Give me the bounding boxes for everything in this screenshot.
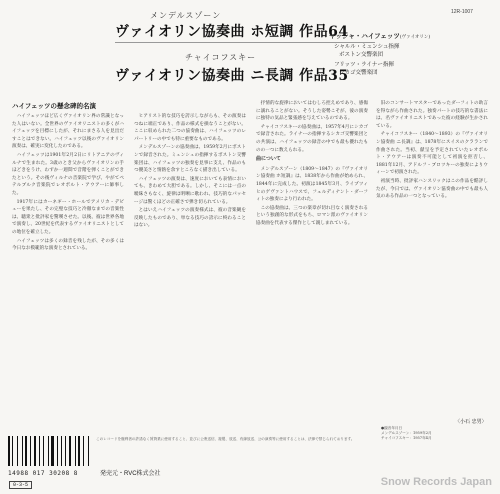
barcode-bar [78, 436, 80, 466]
barcode-bar [72, 436, 74, 466]
barcode-bar [61, 436, 62, 466]
barcode-bar [65, 436, 66, 466]
essay-paragraph: ヒアリスト的な技巧を誇示しながらも、その演奏はつねに端正であり、作品の様式を損なうことがない。ここに収められた二つの協奏曲は、ハイフェッツのレパートリーの中でも特に重要なものである。 [134, 114, 246, 142]
barcode-bar [83, 436, 84, 466]
essay-paragraph: メンデルスゾーンの協奏曲は、1959年2月にボストンで録音された。ミュンシュの指揮するボストン交響楽団は、ハイフェッツの独奏を見事に支え、作品のもつ優美さと情熱を余すところなく描き出している。 [134, 145, 246, 174]
barcode-bar [8, 436, 10, 466]
essay-paragraph: ハイフェッツは多くの録音を残したが、その多くは今日なお模範的な演奏とされている。 [12, 238, 124, 252]
barcode-bar [12, 436, 13, 466]
barcode [8, 436, 92, 470]
barcode-bar [41, 436, 42, 466]
credits-line: チャイコフスキー：1957年4月 [381, 436, 432, 440]
essay-column [134, 113, 246, 429]
conductor-line: フリッツ・ライナー指揮 [334, 62, 394, 68]
essay-paragraph: メンデルスゾーン（1809〜1847）の『ヴァイオリン協奏曲 ホ短調』は、1838年から作曲が始められ、1844年に完成した。初演は1845年3月、ライプツィヒのゲヴァントハウスで、フェルディナント・ダーフィトの独奏により行われた。 [256, 166, 368, 203]
essay-paragraph: 1917年にはカーネギー・ホールでアメリカ・デビューを果たし、その完璧な技巧と冷徹なまでの音楽性は、聴衆と批評家を驚嘆させた。以後、彼は世界各地で演奏し、20世紀を代表するヴァイオリニストとしての地位を確立した。 [12, 199, 124, 235]
price-code: 0-3-5 [9, 481, 32, 489]
essay-paragraph: チャイコフスキー（1840〜1893）の『ヴァイオリン協奏曲 ニ長調』は、1878年にスイスのクラランで作曲された。当初、献呈を予定されていたレオポルト・アウアーは演奏不可能として初演を拒否し、1881年12月、アドルフ・ブロツキーの独奏によりウィーンで初演された。 [376, 132, 488, 176]
barcode-bar [88, 436, 89, 466]
essay-paragraph: ハイフェッツは1901年2月2日にリトアニアのヴィルナで生まれた。3歳のとき父からヴァイオリンの手ほどきをうけ、わずか一週間で音階を弾くことができたという。その後ヴィルナの音楽院で学び、やがてペテルブルク音楽院でレオポルト・アウアーに師事した。 [12, 152, 124, 196]
credits-line: ●録音年月日 [381, 426, 403, 430]
barcode-bar [30, 436, 31, 466]
essay-title: ハイフェッツの懸念碑的名演 [12, 102, 96, 110]
barcode-bar [32, 436, 34, 466]
barcode-digits: 14988 017 30208 8 [8, 470, 78, 477]
essay-column [12, 113, 124, 429]
orchestra-line: ボストン交響楽団 [339, 52, 384, 58]
barcode-bar [63, 436, 65, 466]
credits-line: メンデルスゾーン：1959年2月 [381, 431, 432, 435]
composer-tchaikovsky: チャイコフスキー [185, 53, 257, 62]
barcode-bar [67, 436, 68, 466]
barcode-bar [18, 436, 20, 466]
essay-column [256, 100, 368, 429]
soloist-name: ヤッシャ・ハイフェッツ(ヴァイオリン) [329, 32, 431, 40]
orchestra-line: シカゴ交響楽団 [339, 70, 378, 76]
barcode-bar [28, 436, 29, 466]
barcode-bar [48, 436, 49, 466]
distributor: 発売元・RVC株式会社 [100, 471, 161, 477]
legal-notice: このレコードを権利者の許諾なく賃貸業に使用すること、並びに公衆送信、複製、放送、有線放送、公の演奏等に使用することは、法律で禁じられております。 [96, 437, 355, 441]
barcode-bar [34, 436, 36, 466]
essay-paragraph: ハイフェッツほど広くヴァイオリン界の常識となった人はいない。全世界のヴァイオリニストの多くがハイフェッツを目標にしたが、それにまさる人を見出だすことはできない。ハイフェッツ以後のヴァイオリン演奏は、確実に変化したのである。 [12, 114, 124, 150]
barcode-bar [90, 436, 92, 466]
barcode-bar [11, 436, 12, 466]
essay-column [376, 100, 488, 416]
essay-paragraph: 初演当時、批評家ハンスリックはこの作品を酷評したが、今日では、ヴァイオリン協奏曲の中でも最も人気のある作品の一つとなっている。 [376, 178, 488, 200]
catalog-number: 12R-1007 [451, 9, 473, 15]
barcode-bar [81, 436, 82, 466]
conductor-line: シャルル・ミュンシュ指揮 [334, 44, 400, 50]
barcode-bar [84, 436, 86, 466]
barcode-bar [24, 436, 25, 466]
watermark: Snow Records Japan [380, 476, 492, 488]
barcode-bar [43, 436, 45, 466]
barcode-bar [14, 436, 16, 466]
barcode-bar [50, 436, 51, 466]
barcode-bar [77, 436, 78, 466]
composer-mendelssohn: メンデルスゾーン [150, 11, 222, 20]
author-signature: 〈小石 忠男〉 [455, 419, 487, 425]
work-title-tchaikovsky: ヴァイオリン協奏曲 ニ長調 作品35 [115, 68, 349, 84]
soloist-role: (ヴァイオリン) [399, 35, 431, 40]
section-heading: 曲について [256, 156, 281, 163]
barcode-bar [55, 436, 56, 466]
essay-paragraph: ハイフェッツの演奏は、速度においても表情においても、きわめて大胆である。しかし、そこには一点の曖昧さもなく、旋律は明晰に歌われ、技巧的なパッセージは驚くほどの正確さで弾き切られている。 [134, 176, 246, 205]
barcode-bar [37, 436, 38, 466]
barcode-bar [45, 436, 47, 466]
barcode-bar [22, 436, 23, 466]
work-title-mendelssohn: ヴァイオリン協奏曲 ホ短調 作品64 [115, 24, 349, 40]
barcode-bar [69, 436, 71, 466]
essay-paragraph: チャイコフスキーの協奏曲は、1957年4月にシカゴで録音された。ライナーの指揮するシカゴ交響楽団との共演は、ハイフェッツの録音の中でも最も優れたものの一つに数えられる。 [256, 124, 368, 153]
barcode-bar [57, 436, 59, 466]
barcode-bar [51, 436, 53, 466]
barcode-bar [75, 436, 76, 466]
essay-paragraph: この協奏曲は、三つの楽章が切れ目なく演奏されるという独創的な形式をもち、ロマン派のヴァイオリン協奏曲を代表する傑作として親しまれている。 [256, 205, 368, 226]
barcode-bar [39, 436, 40, 466]
essay-paragraph: とはいえハイフェッツの演奏様式は、彼の音楽観を反映したものであり、単なる技巧の誇示に終わることはない。 [134, 208, 246, 229]
barcode-bar [25, 436, 27, 466]
barcode-bar [17, 436, 18, 466]
essay-paragraph: 抒情的な旋律においてはむしろ控えめであり、感傷に溺れることがない。そうした姿勢こそが、彼の演奏に独特の気品と緊張感を与えているのである。 [256, 101, 368, 122]
essay-paragraph: 旧のコンサートマスターであったダーフィトの助言を得ながら作曲された。独奏パートの技巧的な書法には、名ヴァイオリニストであった彼の経験が生かされている。 [376, 101, 488, 129]
barcode-bar [59, 436, 60, 466]
